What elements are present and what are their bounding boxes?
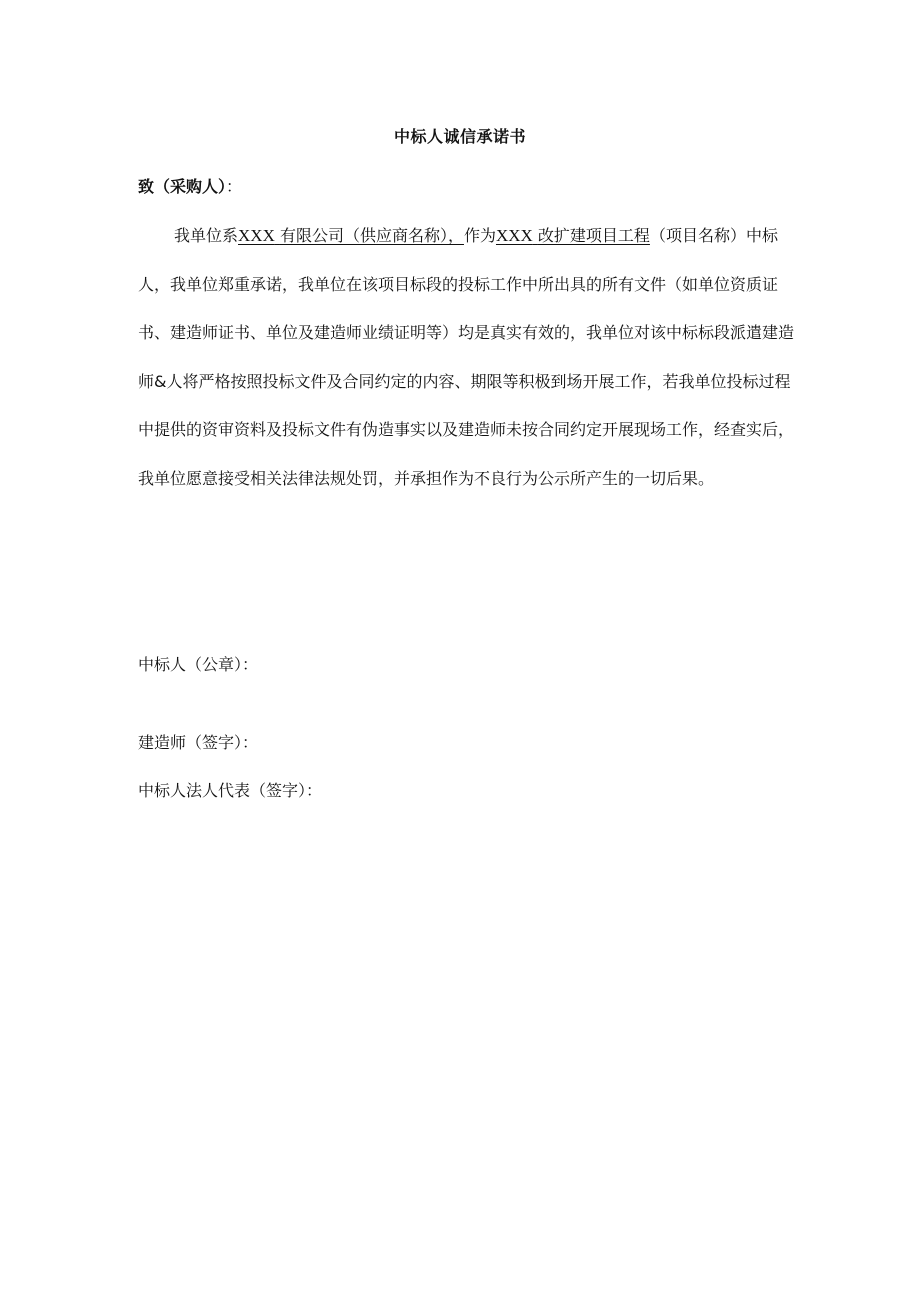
supplier-suffix: 有限公司（供应商名称）， (279, 226, 464, 245)
salutation-colon: ： (226, 177, 243, 196)
project-label: （项目名称） (649, 226, 746, 245)
bidder-seal-line: 中标人（公章）： (138, 655, 259, 674)
document-title: 中标人诚信承诺书 (393, 127, 526, 146)
intro-text: 我单位系 (174, 226, 239, 245)
constructor-signature-line: 建造师（签字）： (138, 733, 259, 752)
main-commitment-text: 中标人，我单位郑重承诺，我单位在该项目标段的投标工作中所出具的所有文件（如单位资质证书、建造师证书、单位及建造师业绩证明等）均是真实有效的，我单位对该中标标段派遣建造师&人将严格按照投标文件及合同约定的内容、期限等积极到场开展工作，若我单位投标过程中提供的资审资料及投标文件有伪造事实以及建造师未按合同约定开展现场工作，经查实后，我单位愿意接受相关法律法规处罚，并承担作为不良行为公示所产生的一切后果。 (138, 226, 795, 488)
salutation-recipient: 致（采购人） (138, 177, 227, 196)
project-placeholder: XXX (495, 226, 533, 245)
as-text: 作为 (463, 226, 496, 245)
project-name-field (496, 226, 650, 245)
salutation (138, 174, 242, 197)
commitment-paragraph (138, 212, 798, 503)
legal-rep-signature-line: 中标人法人代表（签字）： (138, 781, 323, 800)
supplier-name-field (238, 226, 464, 245)
supplier-placeholder: XXX (238, 226, 275, 245)
project-suffix: 改扩建项目工程 (537, 226, 650, 245)
